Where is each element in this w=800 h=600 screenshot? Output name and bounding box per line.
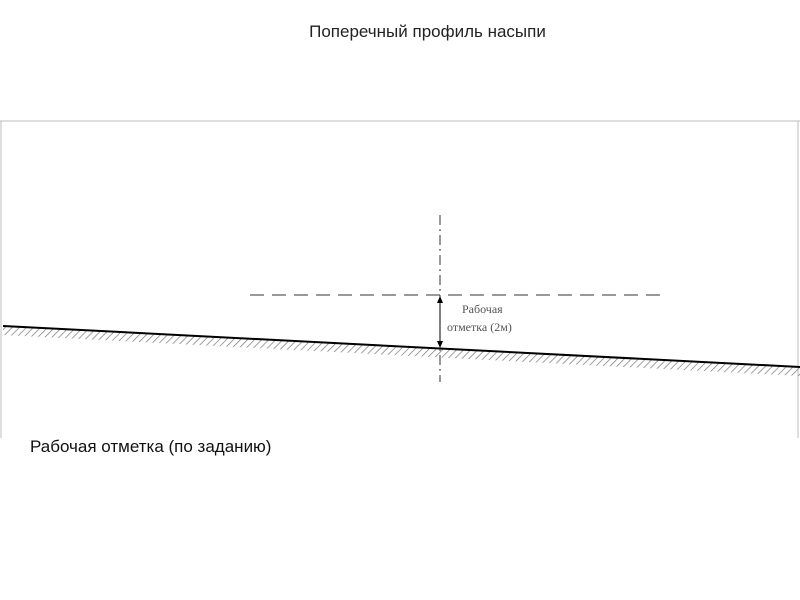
- working-elevation-dimension: [437, 296, 443, 348]
- ground-hatching: [3, 326, 800, 376]
- working-elevation-label-line1: Рабочая: [462, 302, 503, 316]
- slide-title: Поперечный профиль насыпи: [309, 22, 546, 41]
- working-elevation-label-line2: отметка (2м): [447, 320, 512, 334]
- caption-working-elevation: Рабочая отметка (по заданию): [30, 437, 272, 456]
- embankment-cross-section-drawing: [0, 120, 800, 438]
- ground-surface-line: [3, 326, 800, 367]
